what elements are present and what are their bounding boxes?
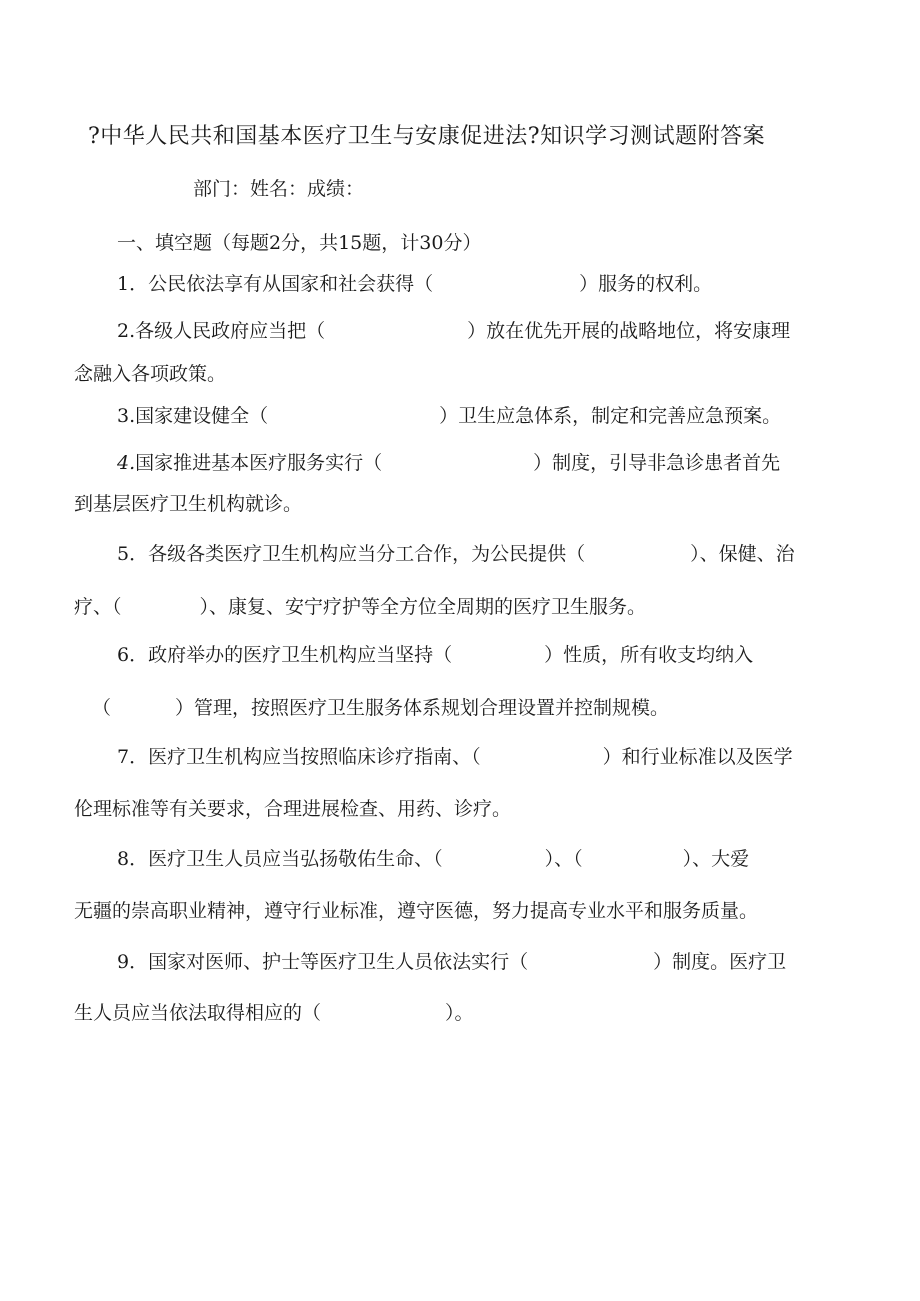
- question-8: [117, 847, 749, 871]
- question-3: [117, 404, 781, 428]
- question-text: ）。: [445, 1002, 474, 1024]
- header-fields: 部门：姓名：成绩：: [193, 178, 365, 200]
- question-text: ．国家对医师、护士等医疗卫生人员依法实行（: [129, 951, 529, 973]
- question-text: ）服务的权利。: [579, 273, 713, 295]
- question-number: 5: [117, 543, 130, 565]
- question-text: ）、康复、安宁疗护等全方位全周期的医疗卫生服务。: [199, 596, 647, 618]
- question-text: ）制度。医疗卫: [653, 951, 787, 973]
- question-2-continuation: 念融入各项政策。: [74, 363, 227, 385]
- question-text: ．公民依法享有从国家和社会获得（: [129, 273, 434, 295]
- question-6-continuation: [92, 696, 669, 720]
- question-text: ．医疗卫生机构应当按照临床诊疗指南、（: [129, 746, 481, 768]
- question-text: （: [92, 697, 112, 719]
- question-text: 生人员应当依法取得相应的（: [74, 1002, 322, 1024]
- question-text: ）制度，引导非急诊患者首先: [533, 452, 781, 474]
- question-number: 6: [117, 644, 130, 666]
- question-4: [117, 451, 780, 475]
- question-8-continuation: 无疆的崇高职业精神，遵守行业标准，遵守医德，努力提高专业水平和服务质量。: [74, 900, 759, 922]
- question-text: ．各级各类医疗卫生机构应当分工合作，为公民提供（: [129, 543, 586, 565]
- question-number: 2.: [117, 320, 136, 342]
- question-1: [117, 272, 712, 296]
- question-text: ）卫生应急体系，制定和完善应急预案。: [439, 405, 782, 427]
- question-number: 8: [117, 848, 130, 870]
- question-2: [117, 319, 790, 343]
- question-text: ）性质，所有收支均纳入: [544, 644, 754, 666]
- question-9-continuation: [74, 1001, 474, 1025]
- question-text: 各级人民政府应当把（: [135, 320, 326, 342]
- question-number: 3.: [117, 405, 136, 427]
- question-7-continuation: 伦理标准等有关要求，合理进展检查、用药、诊疗。: [74, 798, 512, 820]
- question-text: ）和行业标准以及医学: [602, 746, 793, 768]
- question-text: ）放在优先开展的战略地位，将安康理: [467, 320, 791, 342]
- question-number: 1: [117, 273, 130, 295]
- question-number: 4.: [117, 452, 136, 474]
- question-text: ）、保健、治: [690, 543, 795, 565]
- question-text: 疗、（: [74, 596, 122, 618]
- question-6: [117, 643, 753, 667]
- question-text: ）、大爱: [682, 848, 750, 870]
- question-text: ）管理，按照医疗卫生服务体系规划合理设置并控制规模。: [175, 697, 670, 719]
- question-text: ）、（: [544, 848, 583, 870]
- question-5-continuation: [74, 595, 646, 619]
- question-7: [117, 745, 793, 769]
- question-5: [117, 542, 795, 566]
- question-text: ．政府举办的医疗卫生机构应当坚持（: [129, 644, 453, 666]
- question-number: 9: [117, 951, 130, 973]
- section-heading: 一、填空题（每题2分，共15题，计30分）: [117, 232, 482, 254]
- question-text: ．医疗卫生人员应当弘扬敬佑生命、（: [129, 848, 443, 870]
- question-text: 国家推进基本医疗服务实行（: [135, 452, 383, 474]
- document-title: ?中华人民共和国基本医疗卫生与安康促进法?知识学习测试题附答案: [88, 124, 766, 149]
- question-text: 国家建设健全（: [135, 405, 269, 427]
- question-9: [117, 950, 786, 974]
- question-number: 7: [117, 746, 130, 768]
- question-4-continuation: 到基层医疗卫生机构就诊。: [74, 493, 303, 515]
